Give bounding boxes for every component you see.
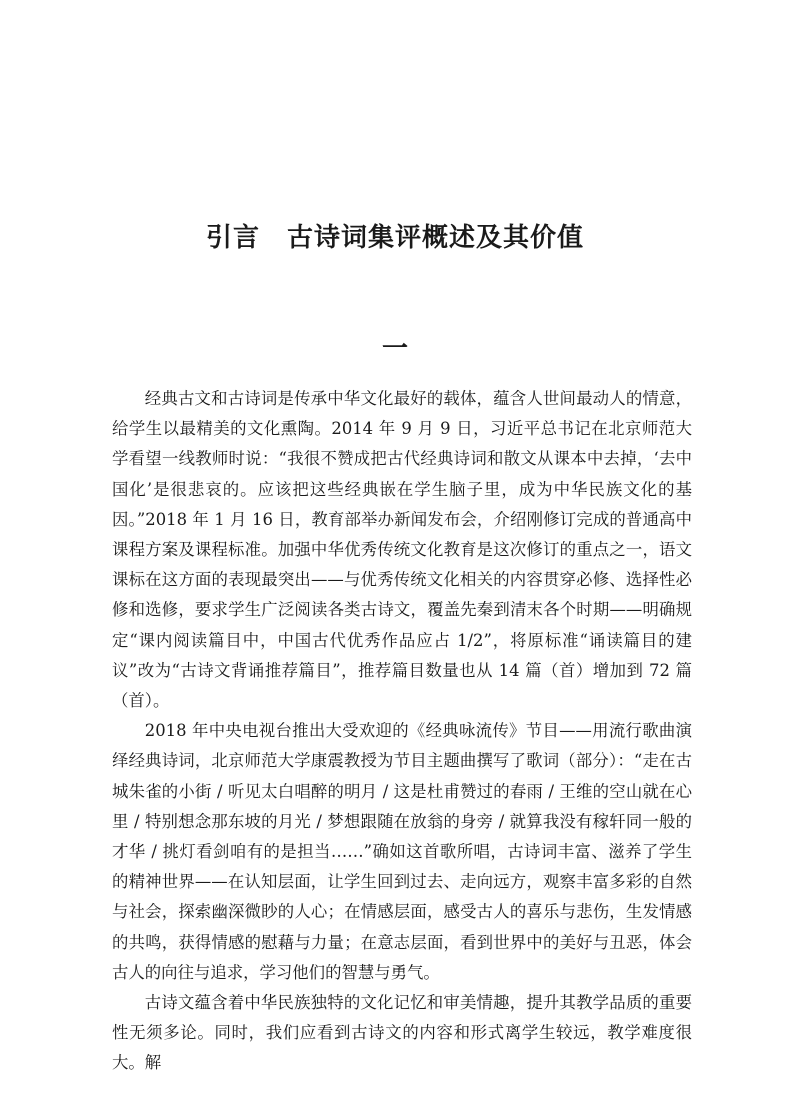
body-text (112, 384, 692, 1079)
chapter-title: 引言 古诗词集评概述及其价值 (205, 223, 584, 254)
paragraph: 经典古文和古诗词是传承中华文化最好的载体，蕴含人世间最动人的情意，给学生以最精美的文化熏陶。2014 年 9 月 9 日，习近平总书记在北京师范大学看望一线教师时说：“我很不赞成把古代经典诗词和散文从课本中去掉，‘去中国化’是很悲哀的。应该把这些经典嵌在学生脑子里，成为中华民族文化的基因。”2018 年 1 月 16 日，教育部举办新闻发布会，介绍刚修订完成的普通高中课程方案及课程标准。加强中华优秀传统文化教育是这次修订的重点之一，语文课标在这方面的表现最突出——与优秀传统文化相关的内容贯穿必修、选择性必修和选修，要求学生广泛阅读各类古诗文，覆盖先秦到清末各个时期——明确规定“课内阅读篇目中，中国古代优秀作品应占 1/2”，将原标准“诵读篇目的建议”改为“古诗文背诵推荐篇目”，推荐篇目数量也从 14 篇（首）增加到 72 篇（首）。 (112, 389, 692, 711)
paragraph: 古诗文蕴含着中华民族独特的文化记忆和审美情趣，提升其教学品质的重要性无须多论。同时，我们应看到古诗文的内容和形式离学生较远，教学难度很大。解 (112, 993, 692, 1073)
section-number: 一 (381, 334, 408, 364)
paragraph: 2018 年中央电视台推出大受欢迎的《经典咏流传》节目——用流行歌曲演绎经典诗词，北京师范大学康震教授为节目主题曲撰写了歌词（部分）：“走在古城朱雀的小街 / 听见太白唱醉的明月 / 这是杜甫赞过的春雨 / 王维的空山就在心里 / 特别想念那东坡的月光 / 梦想跟随在放翁的身旁 / 就算我没有稼轩同一般的才华 / 挑灯看剑咱有的是担当……”确如这首歌所唱，古诗词丰富、滋养了学生的精神世界——在认知层面，让学生回到过去、走向远方，观察丰富多彩的自然与社会，探索幽深微眇的人心；在情感层面，感受古人的喜乐与悲伤，生发情感的共鸣，获得情感的慰藉与力量；在意志层面，看到世界中的美好与丑恶，体会古人的向往与追求，学习他们的智慧与勇气。 (112, 721, 692, 982)
